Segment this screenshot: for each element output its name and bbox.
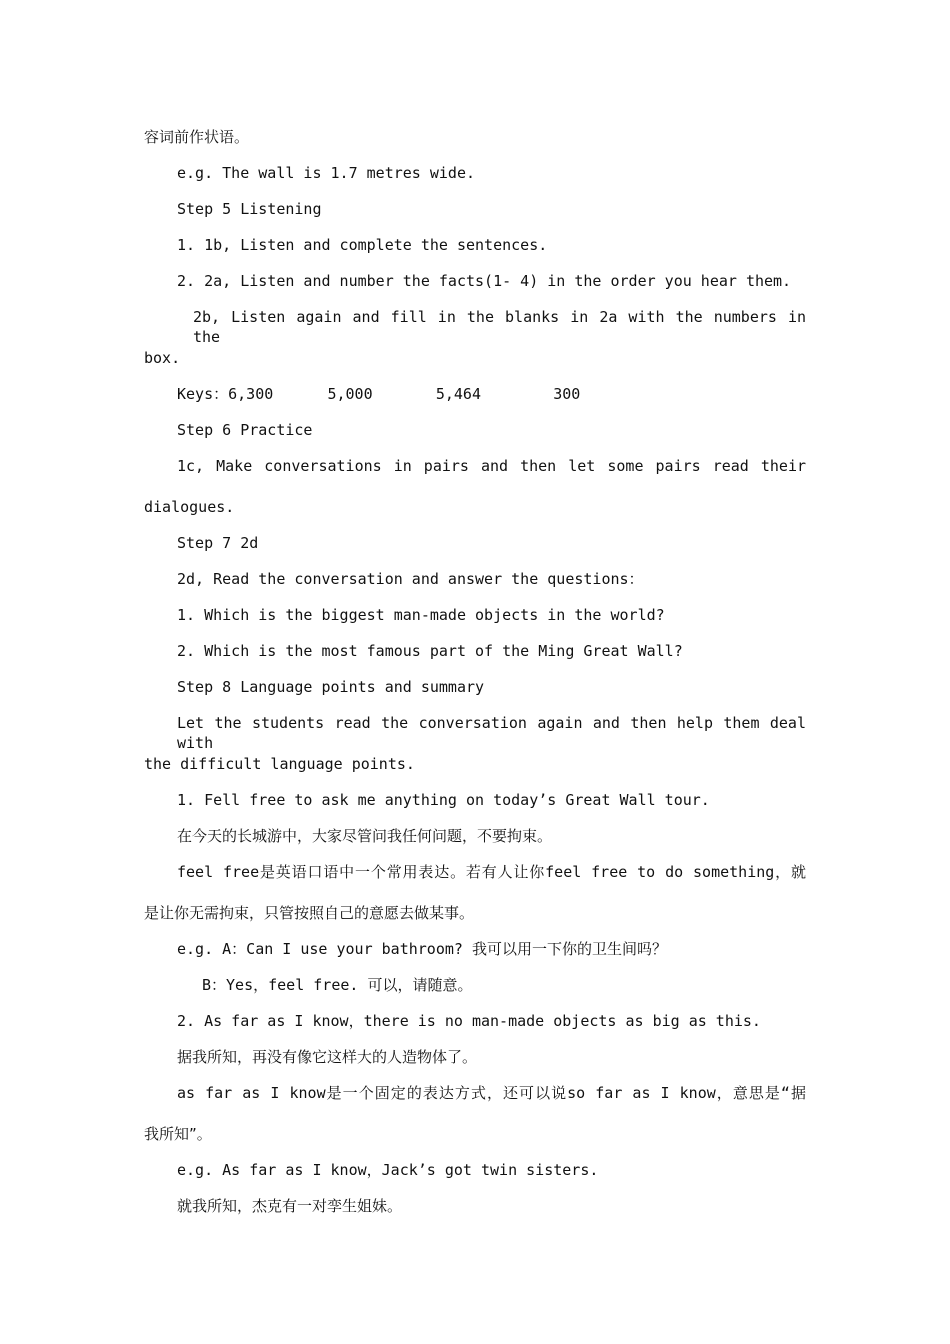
text-line: 据我所知，再没有像它这样大的人造物体了。 xyxy=(177,1048,478,1066)
text-line: 2d, Read the conversation and answer the questions： xyxy=(177,570,644,588)
text-line: 2. 2a, Listen and number the facts(1- 4) in the order you hear them. xyxy=(177,272,792,290)
text-line: Let the students read the conversation again and then help them deal with xyxy=(177,714,806,752)
text-line: as far as I know是一个固定的表达方式，还可以说so far as I know，意思是“据 xyxy=(177,1084,806,1102)
step-heading: Step 5 Listening xyxy=(177,200,322,218)
text-line: 1. Fell free to ask me anything on today’s Great Wall tour. xyxy=(177,791,710,809)
question-line: 2. Which is the most famous part of the Ming Great Wall? xyxy=(177,642,683,660)
text-line: box. xyxy=(144,349,181,367)
step-heading: Step 8 Language points and summary xyxy=(177,678,485,696)
text-line: e.g. A：Can I use your bathroom? 我可以用一下你的卫生间吗？ xyxy=(177,940,667,958)
text-line: e.g. The wall is 1.7 metres wide. xyxy=(177,164,476,182)
text-line: 1. 1b, Listen and complete the sentences. xyxy=(177,236,548,254)
text-line: the difficult language points. xyxy=(144,755,415,773)
text-line: 我所知”。 xyxy=(144,1125,212,1143)
step-heading: Step 7 2d xyxy=(177,534,259,552)
text-line: 在今天的长城游中，大家尽管问我任何问题，不要拘束。 xyxy=(177,827,553,845)
text-line: 1c, Make conversations in pairs and then let some pairs read their xyxy=(177,457,806,475)
text-line: dialogues. xyxy=(144,498,235,516)
text-line: 就我所知，杰克有一对孪生姐妹。 xyxy=(177,1197,403,1215)
text-line: 是让你无需拘束，只管按照自己的意愿去做某事。 xyxy=(144,904,475,922)
text-line: 2. As far as I know，there is no man-made objects as big as this. xyxy=(177,1012,761,1030)
text-line: e.g. As far as I know，Jack’s got twin sisters. xyxy=(177,1161,599,1179)
text-line: 2b, Listen again and fill in the blanks in 2a with the numbers in the xyxy=(193,308,806,346)
text-line: B：Yes，feel free. 可以，请随意。 xyxy=(202,976,473,994)
text-line: 容词前作状语。 xyxy=(144,128,250,146)
question-line: 1. Which is the biggest man-made objects in the world? xyxy=(177,606,665,624)
step-heading: Step 6 Practice xyxy=(177,421,313,439)
keys-line: Keys：6,300 5,000 5,464 300 xyxy=(177,385,581,403)
text-line: feel free是英语口语中一个常用表达。若有人让你feel free to do something，就 xyxy=(177,863,806,881)
